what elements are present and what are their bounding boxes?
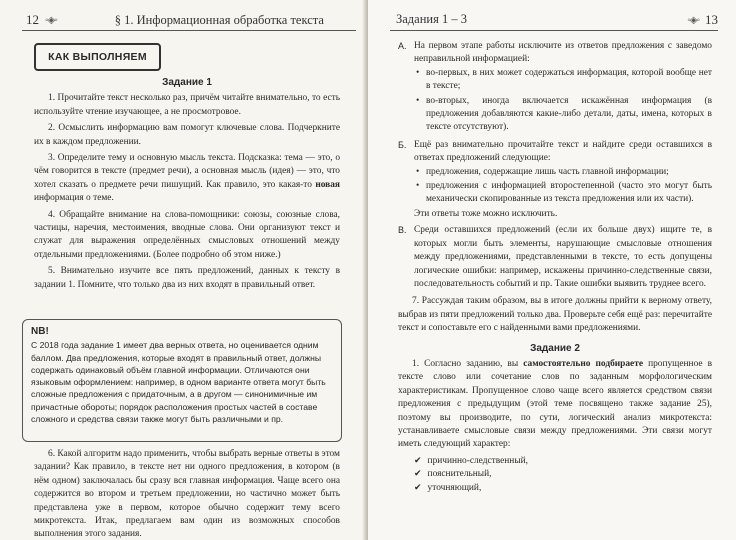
item-b-bullet-2: • предложения с информацией второстепенной (часто это могут быть механически скопированные из текста предложения или их части).: [414, 180, 712, 207]
step-2-number: 2.: [48, 123, 56, 134]
step-4: [34, 209, 340, 263]
item-v: [398, 224, 712, 291]
check-item-1-text: причинно-следственный,: [427, 455, 528, 466]
step-3-number: 3.: [48, 153, 56, 164]
nb-note-box: [22, 319, 342, 442]
check-item-3-text: уточняющий,: [427, 482, 482, 493]
step-6-number: 6.: [48, 449, 56, 459]
step-3-text-b: информация о теме.: [34, 193, 114, 204]
item-a-bullet-1: • во-первых, в них может содержаться информация, которой вообще нет в тексте;: [414, 67, 712, 94]
item-v-text: Среди оставшихся предложений (если их больше двух) ищите те, в которых могли быть элементы, нарушающие смысловые отношения между предложениями, представленными в тексте, то есть допущены логические ошибки: например, искажены причинно-следственные связи, последовательность событий и пр. Такие ошибки выявить труднее всего.: [414, 225, 712, 289]
item-b-letter: Б.: [398, 139, 407, 150]
item-a-bullet-2: • во-вторых, иногда включается искажённая информация (в предложения добавляются какие-либо детали, даты, имена, которых в тексте отсутствуют).: [414, 95, 712, 135]
item-a: [398, 40, 712, 136]
nb-tag: NB!: [31, 326, 49, 337]
step-1-number: 1.: [48, 93, 56, 104]
step-7: [398, 295, 712, 335]
check-item-3: [414, 482, 712, 495]
step-6: [34, 448, 340, 540]
task2-step-1-bold: самостоятельно подбираете: [523, 358, 643, 369]
header-ornament-icon: ◦◈◦: [45, 14, 57, 26]
task2-step-1-number: 1.: [412, 358, 420, 369]
item-b-text: Ещё раз внимательно прочитайте текст и найдите среди оставшихся в ответах предложений следующие:: [414, 139, 712, 164]
left-header-rule: [22, 30, 356, 31]
item-a-letter: А.: [398, 41, 407, 51]
item-b-bullet-1: • предложения, содержащие лишь часть главной информации;: [414, 166, 712, 179]
task2-step-1-text-a: Согласно заданию, вы: [424, 358, 524, 369]
step-7-number: 7.: [412, 296, 420, 307]
right-page: [368, 0, 736, 540]
task2-step-1-text-b: пропущенное в тексте слово или сочетание слов по заданным морфологическим характеристикам. Пропущенное слово чаще всего является средством связи предложения с предыдущим (этой теме посвящено также задание 25), поэтому вы производите, по сути, логический анализ микротекста: устанавливаете смысловые связи между предложениями. Эти связи могут иметь следующий характер:: [398, 358, 713, 450]
check-item-1: [414, 455, 712, 468]
nb-text: С 2018 года задание 1 имеет два верных ответа, но оценивается одним баллом. Два предложения, которые входят в правильный ответ, должны содержать одинаковый объём главной информации. Отличаются они языковым оформлением: например, в одном варианте ответа могут быть сложные предложения с придаточным, а в другом — синонимичные им причастные обороты; порядок расположения простых частей в составе сложного и средства связи также могут быть различными и пр.: [31, 340, 326, 425]
step-4-text: Обращайте внимание на слова-помощники: союзы, союзные слова, частицы, наречия, местоимения, вводные слова. Они организуют текст и служат для выражения определённых смысловых отношений между отдельными предложениями. (Более подробно об этом ниже.): [34, 209, 340, 260]
right-header-title: Задания 1 – 3: [396, 12, 467, 26]
right-body: [398, 40, 712, 495]
step-5: [34, 265, 340, 292]
task2-title: Задание 2: [530, 342, 580, 354]
task2-step-1: [398, 358, 712, 452]
task1-title: Задание 1: [162, 77, 212, 88]
check-icon: ✔: [414, 455, 422, 466]
step-1-text: Прочитайте текст несколько раз, причём читайте внимательно, то есть используйте чтение изучающее, а не просмотровое.: [34, 93, 340, 117]
left-page-number: 12: [26, 12, 39, 27]
left-body-bottom: [34, 448, 340, 540]
step-3-bold: новая: [315, 179, 340, 190]
right-header-rule: [390, 30, 718, 31]
check-icon: ✔: [414, 482, 422, 493]
step-4-number: 4.: [48, 209, 56, 220]
left-header: [26, 12, 324, 28]
step-1: [34, 92, 340, 119]
left-page: [0, 0, 366, 540]
section-title: КАК ВЫПОЛНЯЕМ: [34, 43, 161, 71]
step-3-text-a: Определите тему и основную мысль текста. Подсказка: тема — это, о чём говорится в тексте (предмет речи), а основная мысль (идея) — это, что хотел сказать о предмете речи пишущий. Как правило, это какая-то: [34, 153, 341, 190]
step-7-text: Рассуждая таким образом, вы в итоге должны прийти к верному ответу, выбрав из пяти предложений только два. Проверьте себя ещё раз: перечитайте текст и сопоставьте его с найденными вами предложениями.: [398, 296, 713, 334]
check-item-2: [414, 468, 712, 481]
item-a-bullets: [414, 67, 712, 135]
right-page-number: 13: [705, 12, 718, 27]
step-6-text: Какой алгоритм надо применить, чтобы выбрать верные ответы в этом задании? Как правило, в тексте нет ни одного предложения, в котором (в нём одном) заключалась бы сразу вся главная информация. Чаще всего она содержится во втором и третьем предложении, но частично может быть представлена уже в первом, которое обычно содержит тему всего микротекста. Итак, предлагаем вам один из возможных способов выполнения этого задания.: [34, 449, 340, 540]
check-icon: ✔: [414, 469, 422, 480]
left-body: [34, 76, 340, 295]
item-b-bullets: [414, 166, 712, 207]
check-list: [414, 455, 712, 495]
step-2: [34, 122, 340, 149]
step-2-text: Осмыслить информацию вам помогут ключевые слова. Подчеркните их в каждом предложении.: [34, 123, 341, 147]
left-header-title: § 1. Информационная обработка текста: [114, 12, 324, 27]
item-b: [398, 139, 712, 221]
right-header-num: [687, 12, 718, 28]
step-5-text: Внимательно изучите все пять предложений, данных к тексту в задании 1. Помните, что только два из них входят в правильный ответ.: [34, 266, 341, 290]
right-header: [396, 12, 467, 27]
item-b-after: Эти ответы тоже можно исключить.: [414, 208, 558, 219]
step-5-number: 5.: [48, 266, 56, 277]
step-3: [34, 152, 340, 206]
item-v-letter: В.: [398, 225, 407, 236]
header-ornament-icon-right: ◦◈◦: [687, 14, 699, 26]
check-item-2-text: пояснительный,: [427, 469, 492, 480]
item-a-text: На первом этапе работы исключите из ответов предложения с заведомо неправильной информацией:: [414, 41, 712, 65]
